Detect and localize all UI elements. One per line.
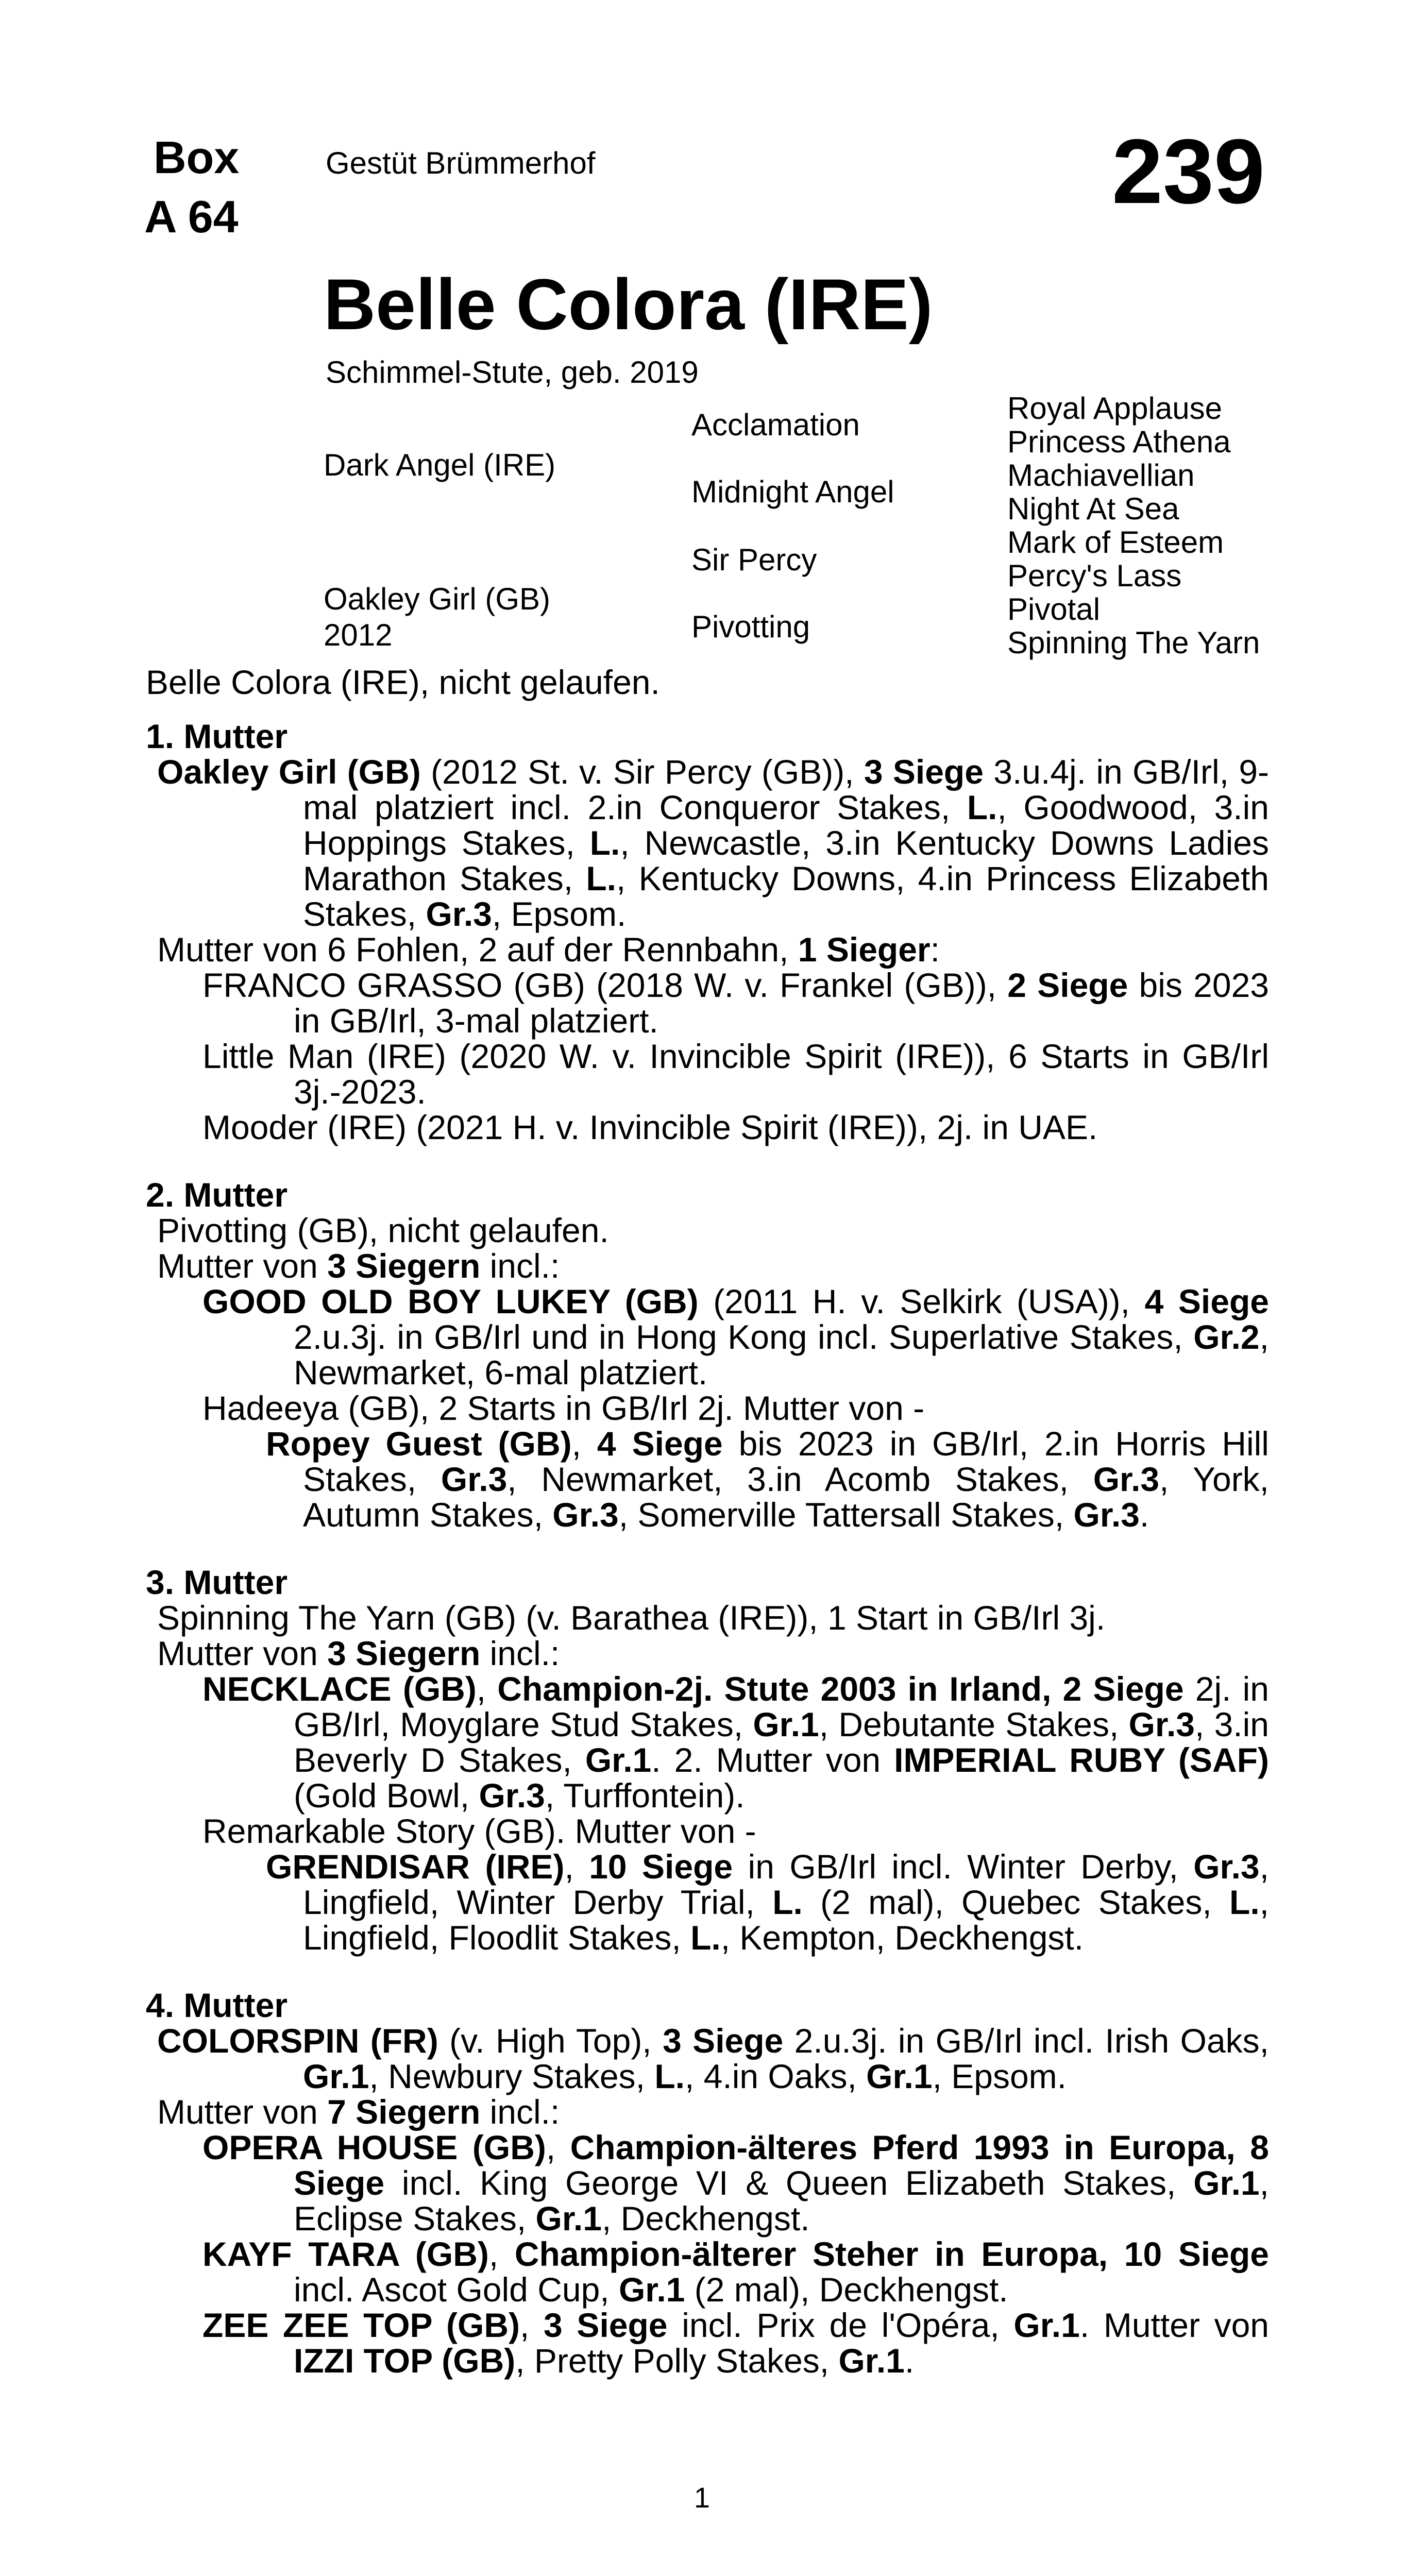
race-record: Belle Colora (IRE), nicht gelaufen.: [146, 663, 660, 701]
bold-text: Gr.1: [303, 2057, 369, 2095]
pedigree-entry: [146, 1636, 1269, 1671]
text: , Lingfield, Winter Derby Trial,: [303, 1848, 1269, 1921]
text: ,: [488, 2235, 515, 2273]
pedigree-entry: [146, 1391, 1269, 1426]
text: incl. Ascot Gold Cup,: [294, 2270, 619, 2309]
text: (2 mal), Deckhengst.: [685, 2270, 1008, 2309]
text: , Epsom.: [492, 895, 627, 933]
text: , Kempton, Deckhengst.: [720, 1919, 1084, 1957]
pedigree-great-grandsire: Royal Applause: [1007, 391, 1222, 426]
dam-section: [146, 1177, 1269, 1533]
text: , Epsom.: [932, 2057, 1067, 2095]
text: , Newbury Stakes,: [369, 2057, 655, 2095]
text: ,: [476, 1670, 498, 1708]
pedigree-grandsire: Sir Percy: [691, 543, 817, 577]
text: 3.u.4j. in GB/Irl, 9-mal platziert incl. 2.in Conqueror Stakes,: [303, 753, 1270, 826]
bold-text: L.: [586, 859, 617, 897]
text: , Newmarket, 3.in Acomb Stakes,: [507, 1460, 1093, 1498]
text: incl. Prix de l'Opéra,: [667, 2306, 1014, 2344]
text: :: [930, 930, 940, 969]
pedigree-entry: [146, 932, 1269, 968]
pedigree-entry: [146, 968, 1269, 1039]
pedigree-entry: [146, 1671, 1269, 1814]
pedigree-body: [146, 665, 1269, 2379]
pedigree-dam: Oakley Girl (GB): [324, 582, 551, 616]
text: , Newmarket, 6-mal platziert.: [294, 1318, 1269, 1392]
text: 2j. in GB/Irl, Moyglare Stud Stakes,: [294, 1670, 1269, 1743]
pedigree-dam-year: 2012: [324, 618, 393, 652]
text: 2.u.3j. in GB/Irl und in Hong Kong incl. Superlative Stakes,: [294, 1318, 1194, 1356]
pedigree-great-grandsire: Percy's Lass: [1007, 558, 1182, 593]
text: (2 mal), Quebec Stakes,: [802, 1883, 1229, 1921]
pedigree-entry: [146, 1600, 1269, 1636]
text: Mutter von: [157, 2093, 328, 2131]
text: , Somerville Tattersall Stakes,: [618, 1496, 1074, 1534]
bold-text: Gr.3: [1193, 1848, 1260, 1886]
pedigree-entry: [146, 1849, 1269, 1956]
bold-text: Gr.1: [535, 2199, 602, 2238]
text: , Turffontein).: [545, 1776, 745, 1815]
bold-text: 3 Siege: [864, 753, 984, 791]
text: bis 2023 in GB/Irl, 3-mal platziert.: [294, 966, 1269, 1040]
text: Little Man (IRE) (2020 W. v. Invincible Spirit (IRE)), 6 Starts in GB/Irl 3j.-2023.: [202, 1037, 1269, 1111]
dam-sections: [146, 719, 1269, 2379]
bold-text: 7 Siegern: [327, 2093, 481, 2131]
pedigree-entry: [146, 2236, 1269, 2308]
pedigree-entry: [146, 2130, 1269, 2236]
text: , 3.in Beverly D Stakes,: [294, 1705, 1269, 1779]
bold-text: KAYF TARA (GB): [202, 2235, 489, 2273]
pedigree-entry: [146, 2308, 1269, 2379]
text: , Newcastle, 3.in Kentucky Downs Ladies Marathon Stakes,: [303, 824, 1269, 897]
text: incl. King George VI & Queen Elizabeth Stakes,: [384, 2164, 1194, 2202]
bold-text: NECKLACE (GB): [202, 1670, 477, 1708]
text: (2011 H. v. Selkirk (USA)),: [698, 1282, 1145, 1320]
pedigree-great-grandsire: Princess Athena: [1007, 425, 1231, 459]
text: Pivotting (GB), nicht gelaufen.: [157, 1211, 609, 1249]
bold-text: L.: [772, 1883, 803, 1921]
bold-text: 3 Siegern: [327, 1247, 481, 1285]
text: incl.:: [480, 1634, 560, 1672]
bold-text: 4 Siege: [597, 1425, 723, 1463]
bold-text: L.: [589, 824, 620, 862]
text: Mooder (IRE) (2021 H. v. Invincible Spirit (IRE)), 2j. in UAE.: [202, 1108, 1098, 1146]
text: . 2. Mutter von: [651, 1741, 894, 1779]
pedigree-grandsire: Acclamation: [691, 408, 860, 442]
text: Hadeeya (GB), 2 Starts in GB/Irl 2j. Mutter von -: [202, 1389, 925, 1427]
text: , Lingfield, Floodlit Stakes,: [303, 1883, 1269, 1957]
bold-text: Gr.2: [1193, 1318, 1260, 1356]
bold-text: ZEE ZEE TOP (GB): [202, 2306, 520, 2344]
pedigree-entry: [146, 2023, 1269, 2094]
bold-text: Gr.3: [441, 1460, 508, 1498]
box-label: Box: [154, 132, 240, 183]
text: , Debutante Stakes,: [819, 1705, 1129, 1743]
bold-text: GRENDISAR (IRE): [266, 1848, 565, 1886]
section-title: 4. Mutter: [146, 1986, 288, 2024]
pedigree-entry: [146, 1039, 1269, 1110]
bold-text: OPERA HOUSE (GB): [202, 2128, 546, 2166]
text: .: [904, 2342, 915, 2380]
bold-text: IZZI TOP (GB): [294, 2342, 516, 2380]
text: , Eclipse Stakes,: [294, 2164, 1269, 2238]
bold-text: Gr.1: [618, 2270, 685, 2309]
bold-text: 3 Siege: [544, 2306, 668, 2344]
text: Mutter von 6 Fohlen, 2 auf der Rennbahn,: [157, 930, 798, 969]
bold-text: Gr.3: [1093, 1460, 1160, 1498]
bold-text: L.: [690, 1919, 721, 1957]
text: incl.:: [480, 1247, 560, 1285]
bold-text: 2 Siege: [1007, 966, 1128, 1004]
pedigree-great-grandsire: Mark of Esteem: [1007, 525, 1224, 560]
pedigree-entry: [146, 1426, 1269, 1533]
text: .: [1139, 1496, 1149, 1534]
bold-text: Oakley Girl (GB): [157, 753, 421, 791]
bold-text: Gr.1: [838, 2342, 905, 2380]
pedigree-grandsire: Midnight Angel: [691, 474, 894, 509]
section-title: 2. Mutter: [146, 1176, 288, 1214]
bold-text: 4 Siege: [1144, 1282, 1269, 1320]
text: , Pretty Polly Stakes,: [515, 2342, 839, 2380]
bold-text: Gr.1: [1013, 2306, 1080, 2344]
text: ,: [546, 2128, 570, 2166]
text: in GB/Irl incl. Winter Derby,: [733, 1848, 1194, 1886]
breeder-name: Gestüt Brümmerhof: [326, 146, 596, 180]
pedigree-great-grandsire: Night At Sea: [1007, 492, 1179, 526]
bold-text: IMPERIAL RUBY (SAF): [894, 1741, 1270, 1779]
text: , Kentucky Downs, 4.in Princess Elizabeth Stakes,: [303, 859, 1269, 933]
bold-text: 3 Siege: [663, 2022, 784, 2060]
text: ,: [520, 2306, 544, 2344]
bold-text: Gr.3: [479, 1776, 545, 1815]
bold-text: GOOD OLD BOY LUKEY (GB): [202, 1282, 699, 1320]
bold-text: L.: [654, 2057, 685, 2095]
bold-text: Gr.3: [1128, 1705, 1195, 1743]
page-number: 1: [693, 2481, 711, 2514]
pedigree-grandsire: Pivotting: [691, 609, 810, 644]
dam-section: [146, 719, 1269, 1145]
bold-text: Gr.1: [1193, 2164, 1260, 2202]
text: , Goodwood, 3.in Hoppings Stakes,: [303, 788, 1269, 862]
text: incl.:: [480, 2093, 560, 2131]
pedigree-great-grandsire: Spinning The Yarn: [1007, 625, 1260, 660]
bold-text: Champion-älteres Pferd 1993 in Europa, 8 Siege: [294, 2128, 1269, 2202]
text: , 4.in Oaks,: [684, 2057, 867, 2095]
pedigree-entry: [146, 1284, 1269, 1391]
pedigree-entry: [146, 1213, 1269, 1248]
dam-section: [146, 1988, 1269, 2379]
pedigree-entry: [146, 754, 1269, 932]
bold-text: Gr.1: [753, 1705, 819, 1743]
bold-text: Ropey Guest (GB): [266, 1425, 572, 1463]
pedigree-sire: Dark Angel (IRE): [324, 448, 556, 482]
text: . Mutter von: [1079, 2306, 1270, 2344]
text: (Gold Bowl,: [294, 1776, 479, 1815]
bold-text: Gr.1: [866, 2057, 933, 2095]
text: bis 2023 in GB/Irl, 2.in Horris Hill Stakes,: [303, 1425, 1269, 1498]
bold-text: Gr.3: [1073, 1496, 1140, 1534]
pedigree-entry: [146, 1814, 1269, 1849]
text: Remarkable Story (GB). Mutter von -: [202, 1812, 756, 1850]
bold-text: 10 Siege: [589, 1848, 733, 1886]
lot-number: 239: [1112, 120, 1265, 223]
text: Mutter von: [157, 1634, 328, 1672]
text: , York, Autumn Stakes,: [303, 1460, 1270, 1534]
bold-text: L.: [967, 788, 997, 826]
text: FRANCO GRASSO (GB) (2018 W. v. Frankel (GB)),: [202, 966, 1008, 1004]
text: Mutter von: [157, 1247, 328, 1285]
horse-description: Schimmel-Stute, geb. 2019: [326, 355, 699, 389]
section-title: 1. Mutter: [146, 717, 288, 755]
section-title: 3. Mutter: [146, 1563, 288, 1601]
text: , Deckhengst.: [601, 2199, 810, 2238]
pedigree-entry: [146, 2094, 1269, 2130]
text: (2012 St. v. Sir Percy (GB)),: [420, 753, 864, 791]
bold-text: Gr.3: [552, 1496, 619, 1534]
text: ,: [564, 1848, 589, 1886]
bold-text: COLORSPIN (FR): [157, 2022, 438, 2060]
pedigree-entry: [146, 1110, 1269, 1145]
bold-text: Gr.1: [585, 1741, 652, 1779]
pedigree-entry: [146, 1248, 1269, 1284]
bold-text: Champion-2j. Stute 2003 in Irland, 2 Siege: [497, 1670, 1184, 1708]
pedigree-great-grandsire: Pivotal: [1007, 592, 1101, 626]
text: 2.u.3j. in GB/Irl incl. Irish Oaks,: [783, 2022, 1269, 2060]
bold-text: 1 Sieger: [798, 930, 931, 969]
bold-text: 3 Siegern: [327, 1634, 481, 1672]
bold-text: Gr.3: [426, 895, 492, 933]
horse-name: Belle Colora (IRE): [324, 264, 933, 345]
text: (v. High Top),: [438, 2022, 663, 2060]
box-number: A 64: [144, 191, 239, 242]
dam-section: [146, 1565, 1269, 1956]
text: ,: [571, 1425, 597, 1463]
bold-text: L.: [1229, 1883, 1260, 1921]
text: Spinning The Yarn (GB) (v. Barathea (IRE)), 1 Start in GB/Irl 3j.: [157, 1599, 1106, 1637]
bold-text: Champion-älterer Steher in Europa, 10 Siege: [514, 2235, 1269, 2273]
pedigree-great-grandsire: Machiavellian: [1007, 458, 1195, 493]
